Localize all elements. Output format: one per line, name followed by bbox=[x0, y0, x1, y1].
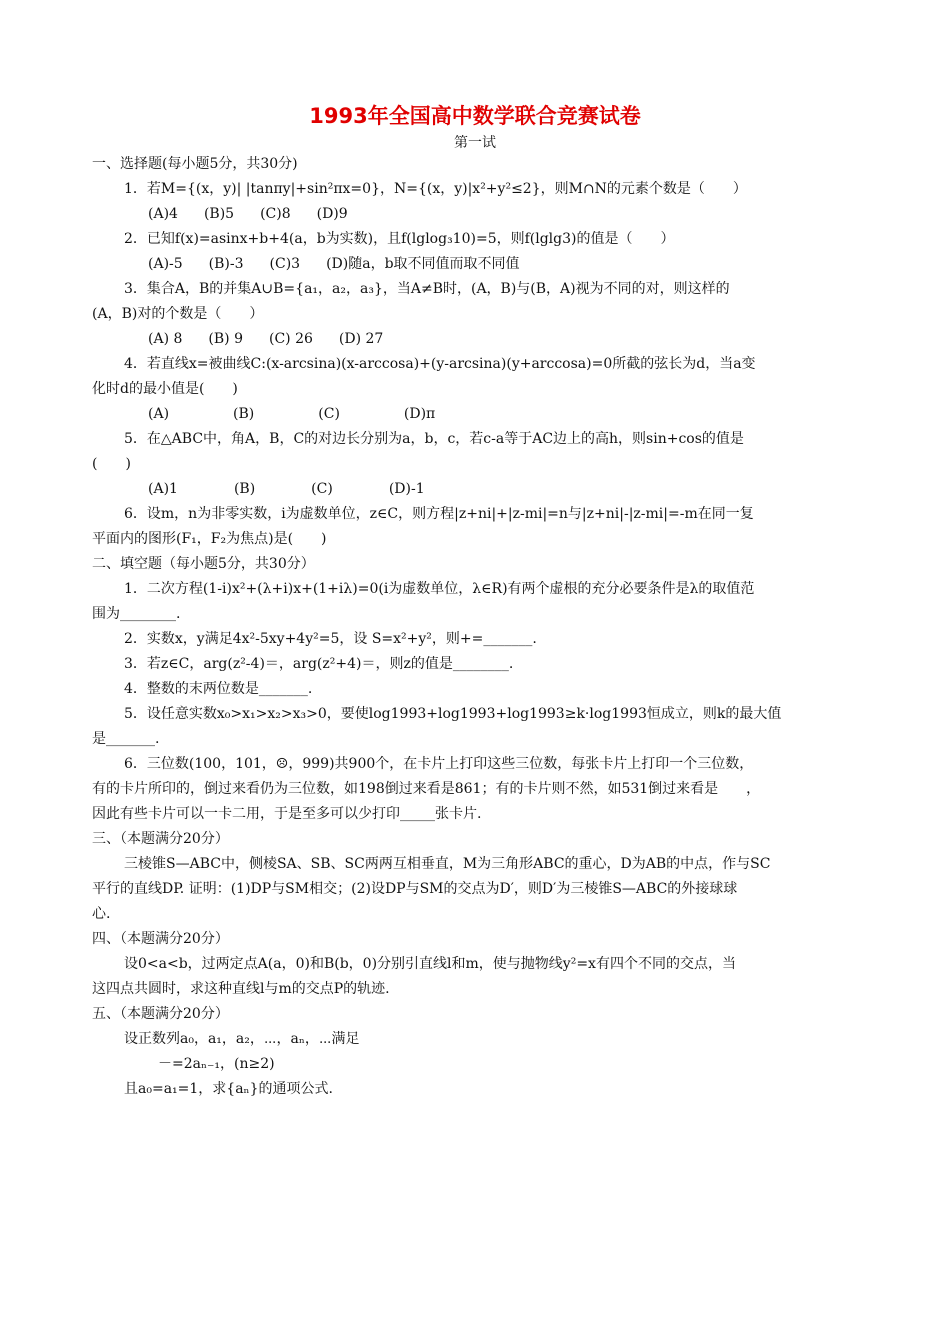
option-b: (B) 9 bbox=[208, 331, 243, 347]
problem-4-text: 设0<a<b，过两定点A(a，0)和B(b，0)分别引直线l和m，使与抛物线y²=x有四个不同的交点，当 bbox=[124, 956, 736, 972]
option-c: (C) bbox=[318, 406, 340, 422]
fill-question-5-cont: 是_______. bbox=[92, 731, 160, 747]
section-heading-problem-3: 三、（本题满分20分） bbox=[92, 831, 229, 847]
fill-question-4: 4．整数的末两位数是_______. bbox=[124, 681, 313, 697]
choice-question-2: 2．已知f(x)=asinx+b+4(a，b为实数)，且f(lglog₃10)=5，则f(lglg3)的值是（ ） bbox=[124, 231, 675, 247]
option-d: (D)9 bbox=[316, 206, 348, 222]
option-c: (C) 26 bbox=[268, 331, 313, 347]
page-title: 1993年全国高中数学联合竞赛试卷 bbox=[309, 104, 641, 128]
option-d: (D)随a，b取不同值而取不同值 bbox=[326, 256, 520, 272]
option-d: (D)-1 bbox=[388, 481, 425, 497]
choice-question-5-cont: ( ) bbox=[92, 456, 131, 472]
option-a: (A)1 bbox=[148, 481, 178, 497]
choice-question-6: 6．设m，n为非零实数，i为虚数单位，z∈C，则方程|z+ni|+|z-mi|=n与|z+ni|-|z-mi|=-m在同一复 bbox=[124, 506, 754, 522]
fill-question-3: 3．若z∈C，arg(z²-4)＝，arg(z²+4)＝，则z的值是________. bbox=[124, 656, 514, 672]
problem-3-text: 三棱锥S—ABC中，侧棱SA、SB、SC两两互相垂直，M为三角形ABC的重心，D为AB的中点，作与SC bbox=[124, 856, 771, 872]
fill-question-2: 2．实数x，y满足4x²-5xy+4y²=5，设 S=x²+y²，则+=_______. bbox=[124, 631, 537, 647]
option-a: (A)-5 bbox=[148, 256, 183, 272]
section-heading-fill: 二、填空题（每小题5分，共30分） bbox=[92, 556, 315, 572]
problem-5-text: 设正数列a₀，a₁，a₂，⋯，aₙ，⋯满足 bbox=[124, 1031, 360, 1047]
option-b: (B)-3 bbox=[208, 256, 244, 272]
choice-question-5: 5．在△ABC中，角A，B，C的对边长分别为a，b，c，若c-a等于AC边上的高h，则sin+cos的值是 bbox=[124, 431, 744, 447]
option-d: (D) 27 bbox=[338, 331, 384, 347]
section-heading-problem-4: 四、（本题满分20分） bbox=[92, 931, 229, 947]
fill-question-6-cont2: 因此有些卡片可以一卡二用，于是至多可以少打印_____张卡片. bbox=[92, 806, 482, 822]
option-b: (B) bbox=[233, 481, 256, 497]
problem-4-text-cont: 这四点共圆时，求这种直线l与m的交点P的轨迹. bbox=[92, 981, 390, 997]
choice-options-3 bbox=[92, 327, 862, 352]
option-b: (B) bbox=[233, 406, 255, 422]
choice-options-1 bbox=[92, 202, 862, 227]
problem-5-text-end: 且a₀=a₁=1，求{aₙ}的通项公式. bbox=[124, 1081, 333, 1097]
fill-question-5: 5．设任意实数x₀>x₁>x₂>x₃>0，要使log1993+log1993+log1993≥k·log1993恒成立，则k的最大值 bbox=[124, 706, 782, 722]
fill-question-6-cont: 有的卡片所印的，倒过来看仍为三位数，如198倒过来看是861；有的卡片则不然，如531倒过来看是 ， bbox=[92, 781, 761, 797]
choice-question-3-cont: (A，B)对的个数是（ ） bbox=[92, 306, 264, 322]
option-a: (A) bbox=[148, 406, 170, 422]
option-a: (A) 8 bbox=[148, 331, 183, 347]
option-c: (C)3 bbox=[269, 256, 301, 272]
problem-3-text-cont: 平行的直线DP. 证明：(1)DP与SM相交；(2)设DP与SM的交点为D′，则D′为三棱锥S—ABC的外接球球 bbox=[92, 881, 738, 897]
choice-question-1: 1．若M={(x，y)| |tanπy|+sin²πx=0}，N={(x，y)|x²+y²≤2}，则M∩N的元素个数是（ ） bbox=[124, 181, 747, 197]
problem-5-formula: －=2aₙ₋₁，(n≥2) bbox=[158, 1056, 275, 1072]
option-a: (A)4 bbox=[148, 206, 178, 222]
section-heading-problem-5: 五、（本题满分20分） bbox=[92, 1006, 229, 1022]
choice-question-4: 4．若直线x=被曲线C:(x-arcsina)(x-arccosa)+(y-arcsina)(y+arccosa)=0所截的弦长为d，当a变 bbox=[124, 356, 756, 372]
fill-question-1: 1．二次方程(1-i)x²+(λ+i)x+(1+iλ)=0(i为虚数单位，λ∈R)有两个虚根的充分必要条件是λ的取值范 bbox=[124, 581, 755, 597]
option-d: (D)π bbox=[403, 406, 436, 422]
problem-3-text-end: 心. bbox=[92, 906, 111, 922]
choice-question-3: 3．集合A，B的并集A∪B={a₁，a₂，a₃}，当A≠B时，(A，B)与(B，A)视为不同的对，则这样的 bbox=[124, 281, 730, 297]
option-c: (C) bbox=[311, 481, 333, 497]
choice-question-6-cont: 平面内的图形(F₁，F₂为焦点)是( ) bbox=[92, 531, 327, 547]
page-subtitle: 第一试 bbox=[454, 135, 496, 151]
exam-content bbox=[92, 152, 862, 1102]
fill-question-6: 6．三位数(100，101，☹，999)共900个，在卡片上打印这些三位数，每张卡片上打印一个三位数， bbox=[124, 756, 754, 772]
choice-options-4 bbox=[92, 402, 862, 427]
option-c: (C)8 bbox=[260, 206, 291, 222]
section-heading-choice: 一、选择题(每小题5分，共30分) bbox=[92, 156, 298, 172]
option-b: (B)5 bbox=[203, 206, 235, 222]
fill-question-1-cont: 围为________. bbox=[92, 606, 181, 622]
choice-options-2 bbox=[92, 252, 862, 277]
choice-options-5 bbox=[92, 477, 862, 502]
choice-question-4-cont: 化时d的最小值是( ) bbox=[92, 381, 238, 397]
